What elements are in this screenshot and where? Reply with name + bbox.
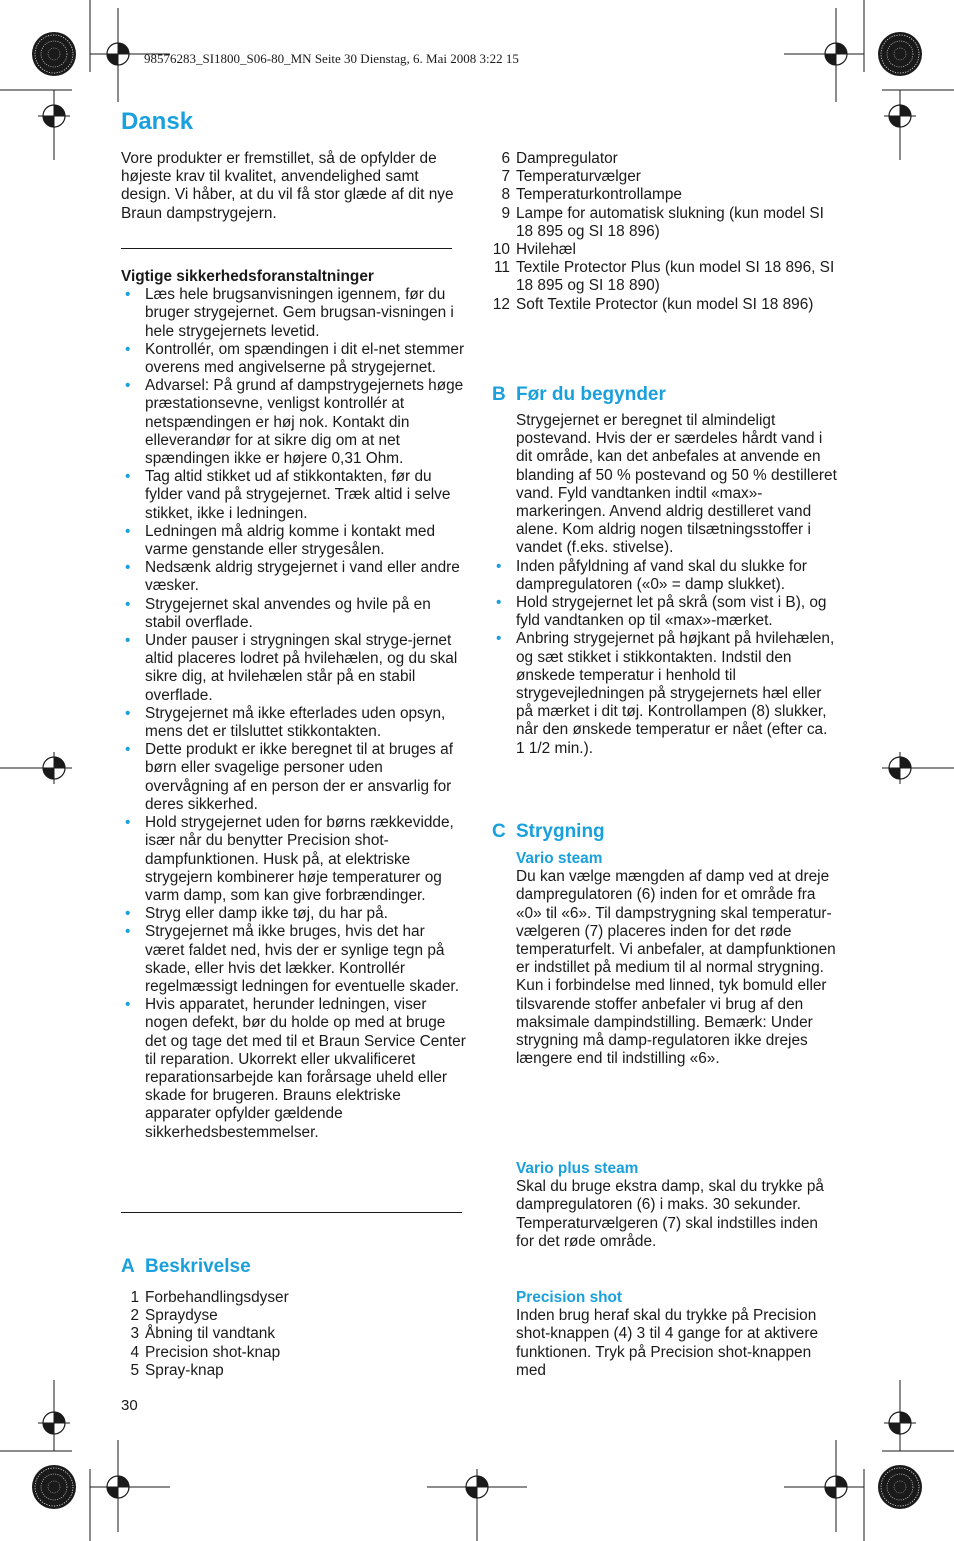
list-item: 7 Temperaturvælger: [501, 168, 641, 186]
list-item: 3 Åbning til vandtank: [130, 1325, 276, 1343]
list-item: 10 Hvilehæl: [492, 241, 576, 259]
section-b-intro: Strygejernet er beregnet til almindeligt postevand. Hvis der er særdeles hårdt vand i dit område, kan det anbefales at anvende en blanding af 50 % postevand og 50 % destilleret vand. Fyld vandtanken indtil «max»-markeringen. Anvend aldrig destilleret vand alene. Kom aldrig nogen tilsætningsstoffer i vandet (f.eks. stivelse).: [516, 412, 837, 557]
list-item: • Advarsel: På grund af dampstrygejernets høge præstationsevne, venligst kontrollér at netspændingen er høj nok. Kontakt din elleverandør for at sikre dig om at net spændingen ikke er højere 0,31 Ohm.: [121, 377, 466, 468]
section-a-heading: [121, 1256, 251, 1278]
list-item: • Tag altid stikket ud af stikkontakten, før du fylder vand på strygejernet. Træk altid i selve stikket, ikke i ledningen.: [121, 468, 466, 523]
section-c-heading: [492, 821, 605, 843]
section-b-title: Før du begynder: [516, 384, 666, 405]
section-b-letter: B: [492, 384, 506, 405]
list-item: • Strygejernet skal anvendes og hvile på en stabil overflade.: [121, 596, 466, 632]
list-item: • Dette produkt er ikke beregnet til at bruges af børn eller svagelige personer uden overvågning af en person der er ansvarlig for deres sikkerhed.: [121, 741, 466, 814]
print-header-line: 98576283_SI1800_S06-80_MN Seite 30 Dienstag, 6. Mai 2008 3:22 15: [144, 51, 519, 66]
vario-plus-steam-heading: Vario plus steam: [516, 1160, 639, 1177]
vario-steam-heading: Vario steam: [516, 850, 603, 867]
list-item: 12 Soft Textile Protector (kun model SI 18 896): [492, 295, 814, 313]
list-item: • Anbring strygejernet på højkant på hvilehælen, og sæt stikket i stikkontakten. Indstil den ønskede temperatur i henhold til strygevejledningen på strygejernets hæl eller på mærket i dit tøj. Kontrollampen (8) slukker, når den ønskede temperatur er nået (efter ca. 1 1/2 min.).: [492, 630, 837, 757]
list-item: 11 Textile Protector Plus (kun model SI 18 896, SI 18 895 og SI 18 890): [494, 259, 835, 295]
list-item: 5 Spray-knap: [130, 1361, 224, 1379]
section-b-heading: [492, 384, 666, 406]
vario-steam-text: Du kan vælge mængden af damp ved at dreje dampregulatoren (6) inden for et område fra «0» til «6». Til dampstrygning skal temperatur-vælgeren (7) placeres inden for det røde temperaturfelt. Vi anbefaler, at dampfunktionen er indstillet på medium til al normal strygning. Kun i forbindelse med linned, tyk bomuld eller tilsvarende stoffer anbefaler vi brug af den maksimale dampindstilling. Bemærk: Under strygning må damp-regulatoren ikke drejes længere end til indstilling «6».: [516, 868, 836, 1068]
vario-steam-block: [492, 850, 837, 1068]
precision-shot-heading: Precision shot: [516, 1289, 623, 1306]
list-item: • Læs hele brugsanvisningen igennem, før du bruger strygejernet. Gem brugsan-visningen i hele strygejernets levetid.: [121, 286, 466, 341]
list-item: • Under pauser i strygningen skal stryge-jernet altid placeres lodret på hvilehælen, og du skal sikre dig, at hvilehælen står på en stabil overflade.: [121, 632, 466, 705]
section-b-list: [492, 558, 837, 758]
parts-list-left: [121, 1289, 466, 1380]
vario-plus-steam-text: Skal du bruge ekstra damp, skal du trykke på dampregulatoren (6) i maks. 30 sekunder. Temperaturvælgeren (7) skal indstilles inden for det røde område.: [516, 1178, 824, 1250]
safety-section: [121, 268, 466, 1142]
section-c-letter: C: [492, 821, 506, 842]
vario-plus-steam-block: [492, 1160, 837, 1251]
page-number: 30: [121, 1397, 138, 1414]
list-item: • Strygejernet må ikke efterlades uden opsyn, mens det er tilsluttet stikkontakten.: [121, 705, 466, 741]
divider-bottom: [121, 1212, 462, 1213]
list-item: • Hold strygejernet uden for børns rækkevidde, især når du benytter Precision shot-dampfunktionen. Husk på, at elektriske strygejern kombinerer høje temperaturer og varm damp, som kan give forbrændinger.: [121, 814, 466, 905]
list-item: • Inden påfyldning af vand skal du slukke for dampregulatoren («0» = damp slukket).: [492, 558, 837, 594]
divider-top: [121, 248, 452, 249]
list-item: • Ledningen må aldrig komme i kontakt med varme genstande eller strygesålen.: [121, 523, 466, 559]
list-item: • Nedsænk aldrig strygejernet i vand eller andre væsker.: [121, 559, 466, 595]
page-title: Dansk: [121, 108, 194, 135]
list-item: • Hvis apparatet, herunder ledningen, viser nogen defekt, bør du holde op med at bruge det og tage det med til et Braun Service Center til reparation. Ukorrekt eller ukvalificeret reparationsarbejde kan forårsage uheld eller skade for brugeren. Brauns elektriske apparater opfylder gældende sikkerhedsbestemmelser.: [121, 996, 466, 1142]
list-item: 6 Dampregulator: [501, 150, 618, 167]
list-item: • Kontrollér, om spændingen i dit el-net stemmer overens med angivelserne på strygejernet.: [121, 341, 466, 377]
intro-paragraph: [121, 150, 466, 223]
section-c-title: Strygning: [516, 821, 605, 842]
list-item: 1 Forbehandlingsdyser: [130, 1289, 289, 1306]
list-item: 4 Precision shot-knap: [130, 1343, 281, 1361]
safety-list: [121, 286, 466, 1142]
list-item: • Stryg eller damp ikke tøj, du har på.: [121, 905, 466, 923]
parts-list-right: [492, 150, 837, 314]
section-a-letter: A: [121, 1256, 135, 1277]
intro-text: Vore produkter er fremstillet, så de opfylder de højeste krav til kvalitet, anvendelighed samt design. Vi håber, at du vil få stor glæde af dit nye Braun dampstrygejern.: [121, 150, 454, 222]
safety-heading: Vigtige sikkerhedsforanstaltninger: [121, 268, 374, 285]
precision-shot-block: [492, 1289, 837, 1380]
list-item: 8 Temperaturkontrollampe: [501, 186, 682, 204]
section-a-title: Beskrivelse: [145, 1256, 251, 1277]
list-item: • Hold strygejernet let på skrå (som vist i B), og fyld vandtanken op til «max»-mærket.: [492, 594, 837, 630]
section-b-body: [492, 412, 837, 758]
precision-shot-text: Inden brug heraf skal du trykke på Precision shot-knappen (4) 3 til 4 gange for at aktivere funktionen. Tryk på Precision shot-knappen med: [516, 1307, 819, 1379]
list-item: 2 Spraydyse: [130, 1307, 218, 1325]
list-item: • Strygejernet må ikke bruges, hvis det har været faldet ned, hvis der er synlige tegn på skade, eller hvis det lækker. Kontrollér regelmæssigt ledningen for eventuelle skader.: [121, 923, 466, 996]
list-item: 9 Lampe for automatisk slukning (kun model SI 18 895 og SI 18 896): [501, 204, 824, 240]
